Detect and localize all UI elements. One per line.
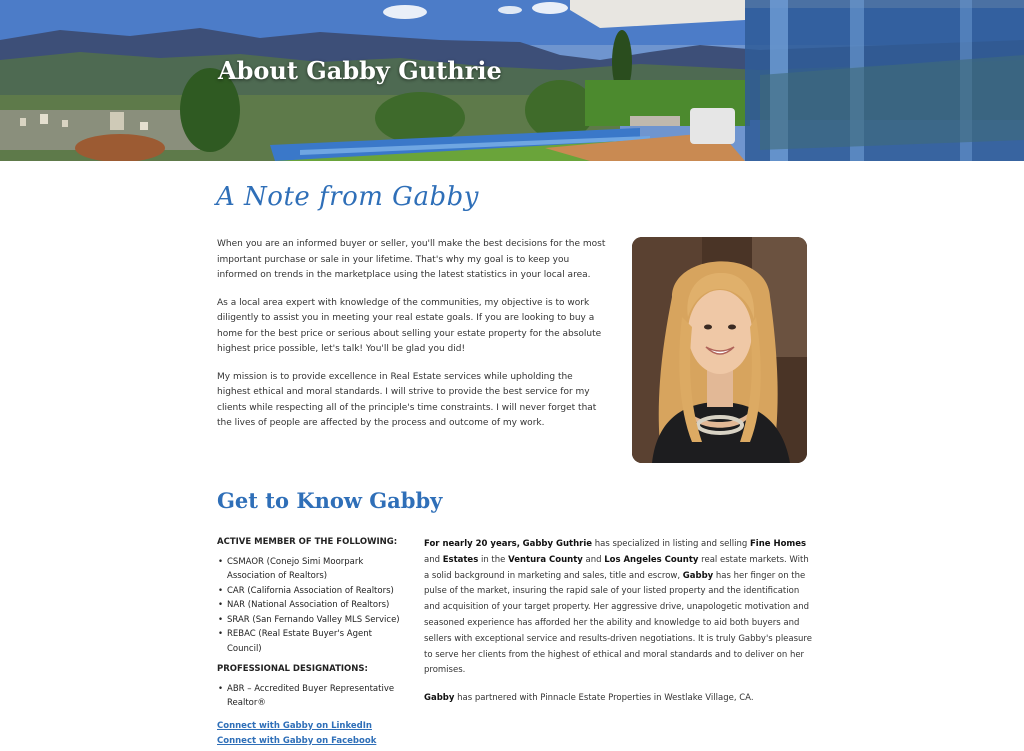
- bio-bold: Gabby Guthrie: [522, 539, 593, 549]
- membership-item: • REBAC (Real Estate Buyer's Agent Council): [227, 627, 402, 656]
- bio-bold: Ventura County: [508, 554, 583, 565]
- designation-item: • ABR – Accredited Buyer Representative Realtor®: [227, 682, 402, 711]
- note-paragraph: When you are an informed buyer or seller, you'll make the best decisions for the most important purchase or sale in your lifetime. That's why my goal is to keep you informed on trends in the marketplace using the latest statistics in your local area.: [217, 239, 606, 280]
- membership-item: • CSMAOR (Conejo Simi Moorpark Association of Realtors): [227, 555, 402, 584]
- membership-item: • SRAR (San Fernando Valley MLS Service): [227, 613, 402, 628]
- memberships-list: [217, 555, 402, 657]
- memberships-heading: ACTIVE MEMBER OF THE FOLLOWING:: [217, 537, 398, 547]
- note-paragraph: As a local area expert with knowledge of the communities, my objective is to work diligently to assist you in meeting your real estate goals. If you are looking to buy a home for the best price or serious about selling your estate property for the absolute highest price possible, let's talk! You'll be glad you did!: [217, 297, 602, 354]
- bio-text: has partnered with Pinnacle Estate Properties in Westlake Village, CA.: [454, 693, 754, 704]
- membership-item: • NAR (National Association of Realtors): [227, 598, 402, 613]
- note-body: [217, 237, 607, 444]
- designations-heading: PROFESSIONAL DESIGNATIONS:: [217, 664, 368, 674]
- know-heading: Get to Know Gabby: [217, 488, 443, 513]
- note-paragraph: My mission is to provide excellence in Real Estate services while upholding the highest ethical and moral standards. I will strive to provide the best service for my clients while respecting all of the principle's time constraints. I will never forget that the lives of people are affected by the process and outcome of my work.: [217, 371, 597, 428]
- bio-text: has her finger on the pulse of the market, insuring the rapid sale of your listed property and the identification and acquisition of your target property. Her aggressive drive, unapologetic motivation and seasoned experience has afforded her the ability and knowledge to aid both buyers and sellers with exceptional service and results-driven negotiations. It is truly Gabby's pleasure to serve her clients from the highest of ethical and moral standards and to deliver on her promises.: [424, 570, 812, 676]
- bio-paragraph: [424, 691, 814, 707]
- bio-text: real estate markets. With a solid background in marketing and sales, title and escrow,: [424, 554, 809, 581]
- bio-bold: Fine Homes: [749, 539, 807, 549]
- portrait-image: [632, 237, 807, 463]
- membership-item: • CAR (California Association of Realtors): [227, 584, 402, 599]
- note-heading: A Note from Gabby: [216, 182, 479, 212]
- hero-landscape-image: [0, 0, 1024, 161]
- facebook-link[interactable]: Connect with Gabby on Facebook: [217, 735, 377, 746]
- designations-list: [217, 682, 402, 711]
- portrait-photo: [632, 237, 807, 463]
- bio-column: [424, 537, 814, 719]
- bio-bold: Gabby: [424, 693, 455, 704]
- bio-text: has specialized in listing and selling: [592, 539, 750, 549]
- bio-bold: For nearly 20 years,: [424, 539, 520, 549]
- bio-bold: Estates: [442, 554, 479, 565]
- hero-banner: [0, 0, 1024, 161]
- page-title: About Gabby Guthrie: [218, 56, 502, 85]
- bio-text: and: [582, 554, 605, 565]
- linkedin-link[interactable]: Connect with Gabby on LinkedIn: [217, 720, 372, 731]
- bio-paragraph: [424, 537, 814, 679]
- bio-bold: Los Angeles County: [604, 554, 699, 565]
- bio-bold: Gabby: [682, 570, 714, 581]
- bio-text: and: [424, 554, 443, 565]
- affiliations-column: [217, 535, 402, 749]
- bio-text: in the: [478, 554, 509, 565]
